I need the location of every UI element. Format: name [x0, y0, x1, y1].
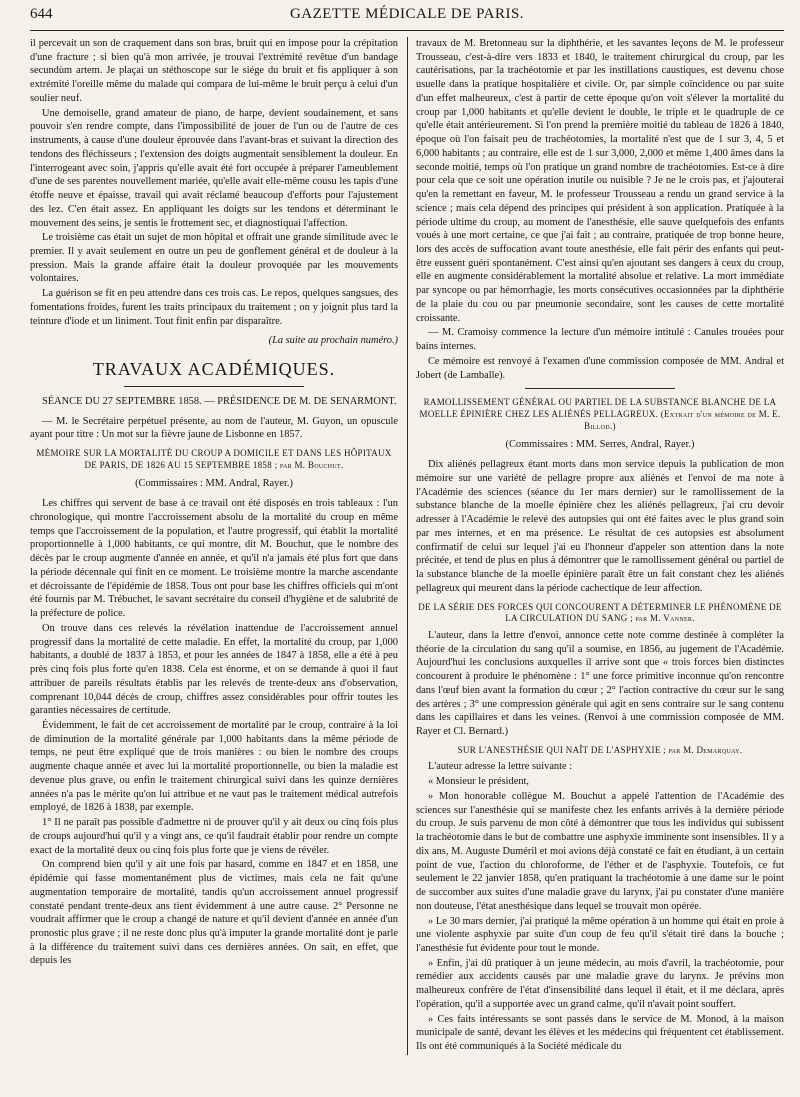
text-columns	[30, 37, 784, 1055]
seance-heading: SÉANCE DU 27 SEPTEMBRE 1858. — PRÉSIDENCE DE M. DE SENARMONT.	[42, 395, 397, 407]
left-paragraph-3: Le troisième cas était un sujet de mon hôpital et offrait une grande similitude avec le premier. Il y avait seulement en outre un peu de gonflement général et de douleur à la pression. Mais la grande affaire était la douleur provoquée par les mouvements volontaires.	[30, 232, 398, 285]
memoir-title-croup: MÉMOIRE SUR LA MORTALITÉ DU CROUP A DOMICILE ET DANS LES HÔPITAUX DE PARIS, DE 1826 AU 15 SEPTEMBRE 1858 ; par M. Bouchut.	[36, 448, 392, 470]
memoir-title-anesthesie: SUR L'ANESTHÉSIE QUI NAÎT DE L'ASPHYXIE ; par M. Demarquay.	[457, 744, 743, 755]
left-paragraph-10: On comprend bien qu'il y ait une fois par hasard, comme en 1847 et en 1858, une épidémie qui fasse momentanément plus de victimes, mais cela ne fait qu'une augmentation temporaire de mortalité, tandis qu'un accroissement annuel progressif constaté pendant trente-deux ans tient évidemment à une autre cause. 2° Personne ne voudrait affirmer que le croup a changé de nature et qu'il devient d'année en année d'un pronostic plus grave ; il ne reste donc plus qu'à imputer la grande mortalité dont je parle à la différence du traitement suivi dans ces dernières années. On sait, en effet, que depuis les	[30, 859, 398, 967]
left-paragraph-7: On trouve dans ces relevés la révélation inattendue de l'accroissement annuel progressif dans la mortalité de cette maladie. En effet, la mortalité du croup, par 1,000 habitants, a doublé de 1837 à 1853, et pour les années de 1847 à 1858, elle a été à peu près cinq fois plus forte qu'en 1838. Cela est énorme, et on se demande à quoi il faut attribuer de pareils résultats établis par les relevés de trente-deux ans d'observation, comprenant 10,044 décès de croup, chiffres assez considérables pour offrir toutes les garanties nécessaires de certitude.	[30, 622, 398, 717]
column-rule	[407, 37, 408, 1055]
left-column	[30, 37, 398, 1055]
commissaires-ramollissement: (Commissaires : MM. Serres, Andral, Rayer.)	[505, 439, 695, 451]
right-column	[416, 37, 784, 1055]
journal-title: GAZETTE MÉDICALE DE PARIS.	[289, 6, 525, 22]
right-paragraph-8: » Mon honorable collègue M. Bouchut a appelé l'attention de l'Académie des sciences sur l'anesthésie qui se manifeste chez les enfants arrivés à la dernière période du croup. Je suis parvenu de mon côté à démontrer que tous les individus qui subissent la trachéotomie dans le but de combattre une asphyxie imminente sont insensibles. Il y a dix ans, M. Auguste Duméril et moi avions déjà constaté ce fait en étudiant, à un certain point de vue, l'action du chloroforme, de l'éther et de l'asphyxie. Toutefois, ce fut seulement le 22 janvier 1858, qu'en pratiquant la trachéotomie à une dame sur le point de succomber aux suites d'une maladie grave du larynx, j'ai pu constater d'une manière non douteuse, l'état anesthésique dans lequel se trouvait mon opérée.	[416, 790, 784, 912]
right-paragraph-5: L'auteur, dans la lettre d'envoi, annonce cette note comme destinée à compléter la théorie de la circulation du sang qu'il a soumise, en 1856, au jugement de l'Académie. Aujourd'hui les conclusions auxquelles il arrive sont que « trois forces bien distinctes concourent à produire le phénomène : 1° une force primitive inconnue qu'on rencontre dans l'œuf bien avant la formation du cœur ; 2° l'action contractive du cœur sur le sang des artères ; 3° une compression générale qui agit en sens contraire sur le sang contenu dans les capillaires et dans les veines. (Renvoi à une commission composée de MM. Rayer et Cl. Bernard.)	[416, 629, 784, 738]
left-paragraph-4: La guérison se fit en peu attendre dans ces trois cas. Le repos, quelques sangsues, des fomentations froides, furent les traits principaux du traitement ; on y joignit plus tard la teinture d'iode et un liniment. Tout finit enfin par disparaître.	[30, 288, 398, 327]
right-paragraph-7: « Monsieur le président,	[428, 776, 529, 788]
left-paragraph-5: — M. le Secrétaire perpétuel présente, au nom de l'auteur, M. Guyon, un opuscule ayant pour titre : Un mot sur la fièvre jaune de Lisbonne en 1857.	[30, 415, 398, 441]
left-paragraph-1: il percevait un son de craquement dans son bras, bruit qui en impose pour la crépitation d'une fracture ; si bien qu'à mon arrivée, je trouvai l'extrémité revêtue d'un bandage secundùm artem. Je plaçai un stéthoscope sur le siége du bruit et fis appliquer à son extrémité l'oreille même du malade qui compara de lui-même le bruit perçu à celui d'un soulier neuf.	[30, 38, 398, 104]
left-paragraph-9: 1° Il ne paraît pas possible d'admettre ni de prouver qu'il y ait deux ou cinq fois plus de croups aujourd'hui qu'il y a vingt ans, ce qu'il faudrait établir pour rendre un compte exact de la mortalité deux ou cinq fois plus forte que je viens de révéler.	[30, 817, 398, 856]
divider-1	[525, 388, 675, 389]
left-paragraph-2: Une demoiselle, grand amateur de piano, de harpe, devient soudainement, et sans pouvoir s'en rendre compte, dans l'impossibilité de jouer de l'un ou de l'autre de ces instruments, à cause d'une douleur éprouvée dans l'avant-bras et suivant la direction des tendons des fléchisseurs ; l'extension des doigts augmentait sensiblement la douleur. En l'interrogeant avec soin, j'appris qu'elle avait été fort occupée à préparer l'ameublement d'une de ses parentes nouvellement mariée, qu'elle avait elle-même cousu les tapis d'une étoffe neuve et épaisse, travail qui avait réclamé beaucoup d'efforts pour l'ajustement des lez. C'en était assez. En appliquant les doigts sur les tendons et déterminant le mouvement des seins, je sentis le frottement sec, et diagnostiquai l'affection.	[30, 107, 398, 229]
right-paragraph-11: » Ces faits intéressants se sont passés dans le service de M. Monod, à la maison municipale de santé, devant les élèves et les médecins qui fréquentent cet établissement. Ils ont été communiqués à la Société médicale du	[416, 1013, 784, 1053]
section-title: TRAVAUX ACADÉMIQUES.	[92, 359, 336, 380]
right-paragraph-2: — M. Cramoisy commence la lecture d'un mémoire intitulé : Canules trouées pour bains internes.	[416, 327, 784, 353]
right-paragraph-6: L'auteur adresse la lettre suivante :	[428, 761, 573, 773]
to-be-continued: (La suite au prochain numéro.)	[268, 335, 398, 347]
section-rule	[124, 386, 304, 387]
page-header	[30, 6, 784, 31]
memoir-title-circulation: DE LA SÉRIE DES FORCES QUI CONCOURENT A DÉTERMINER LE PHÉNOMÈNE DE LA CIRCULATION DU SANG ; par M. Vanner.	[418, 601, 782, 624]
right-paragraph-10: » Enfin, j'ai dû pratiquer à un jeune médecin, au mois d'avril, la trachéotomie, pour remédier aux accidents causés par une maladie grave du larynx. Je prévins mon malheureux confrère de l'état d'insensibilité dans lequel il était, et il me déclara, après l'opération, qu'il a supportée avec un grand calme, qu'il n'avait point souffert.	[416, 957, 784, 1010]
page-number: 644	[30, 6, 53, 22]
memoir-title-ramollissement: RAMOLLISSEMENT GÉNÉRAL OU PARTIEL DE LA SUBSTANCE BLANCHE DE LA MOELLE ÉPINIÈRE CHEZ LES ALIÉNÉS PELLAGREUX. (Extrait d'un mémoire de M. E. Billod.)	[419, 397, 781, 431]
commissaires-croup: (Commissaires : MM. Andral, Rayer.)	[135, 478, 293, 490]
right-paragraph-9: » Le 30 mars dernier, j'ai pratiqué la même opération à un homme qui était en proie à une violente asphyxie par suite d'un coup de feu qu'il s'était tiré dans la bouche ; l'anesthésie fut évidente pour tout le monde.	[416, 915, 784, 954]
right-paragraph-3: Ce mémoire est renvoyé à l'examen d'une commission composée de MM. Andral et Jobert (de Lamballe).	[416, 355, 784, 381]
left-paragraph-8: Évidemment, le fait de cet accroissement de mortalité par le croup, contraire à la loi de diminution de la mortalité générale par 1,000 habitants dans la même période de temps, ne peut être expliqué que de trois manières : ou bien le nombre des croups augmente chaque année et avec lui la mortalité proportionnelle, ou bien la maladie est devenue plus grave, ou enfin le traitement chirurgical suivi dans les quinze dernières années n'a pas le mérite qu'on lui attribue et ne vaut pas le traitement médical autrefois employé, de 1826 à 1838, par exemple.	[30, 719, 398, 814]
left-paragraph-6: Les chiffres qui servent de base à ce travail ont été disposés en trois tableaux : l'un chronologique, qui montre l'accroissement absolu de la mortalité du croup en même temps que l'accroissement de la population, et l'autre progressif, qui établit la mortalité proportionnelle à 1,000 habitants, ce qui montre, dit M. Bouchut, que le nombre des décès par le croup augmente d'année en année, et qu'il n'a jamais été plus fort que dans la période décennale qui finit en ce moment. Le troisième montre la marche ascendante et décroissante de l'épidémie de 1858. Tous ont pour base les chiffres officiels qui m'ont été fournis par M. Trébuchet, le savant secrétaire du conseil d'hygiène et de salubrité de la préfecture de police.	[30, 498, 398, 620]
right-paragraph-1: travaux de M. Bretonneau sur la diphthérie, et les savantes leçons de M. le professeur Trousseau, c'est-à-dire vers 1833 et 1840, le traitement chirurgical du croup, par les cautérisations, par la trachéotomie et par les instillations caustiques, est devenu chose usuelle dans la pratique hospitalière et civile. Or, par simple coïncidence ou par suite d'un effet malheureux, c'est à partir de cette époque qu'on voit s'élever la mortalité du croup par 1,000 habitants et qu'elle devient le double, le triple et le quadruple de ce qu'elle était antérieurement. Si l'on prend la première moitié du tableau de 1826 à 1840, époque où l'on faisait peu de trachéotomies, la mortalité n'est que de 1 sur 3, 4, 5 et 6,000 habitants ; au contraire, elle est de 1 sur 3,000, 2,000 et même 1,400 âmes dans la seconde moitié, temps où l'on pratique un grand nombre de trachéotomies. Est-ce à dire pour cela que ce soit une opération inutile ou nuisible ? Je ne le crois pas, et j'ajouterai qu'en la remettant en faveur, M. le professeur Trousseau a rendu un grand service à la science ; mais cela dépend des principes qui président à son application. Pratiquée à la période ultime du croup, au moment de l'anesthésie, elle sauve quelquefois des enfants voués à une mort certaine, ce que j'ai fait ; au contraire, pratiquée de trop bonne heure, lors des accès de suffocation avant toute anesthésie, elle fait périr des enfants qui peut-être eussent guéri spontanément. C'est ainsi qu'en ajoutant ses dangers à ceux du croup, elle en augmente considérablement la mortalité absolue et relative. La mort immédiate par syncope ou par hémorrhagie, les morts consécutives occasionnées par la diphthérie de la plaie du cou ou par pneumonie secondaire, sont les causes de cette mortalité croissante.	[416, 38, 784, 324]
right-paragraph-4: Dix aliénés pellagreux étant morts dans mon service depuis la publication de mon mémoire sur une variété de pellagre propre aux aliénés et l'envoi de ma note à l'Académie des sciences (séance du 1er mars dernier) sur le ramollissement de la substance blanche de la moelle épinière chez les aliénés pellagreux, j'ai cru devoir adresser à l'Académie le relevé des autopsies qui ont été faites avec le plus grand soin par mes internes, et en ma présence. Le résultat de ces autopsies est absolument confirmatif de celui sur lequel j'ai eu l'honneur d'appeler son attention dans la note précitée, et tend de plus en plus à démontrer que le ramollissement général ou partiel de la substance blanche de la moelle épinière paraît être un fait constant chez les aliénés pellagreux qui meurent dans la période cachectique de leur affection.	[416, 459, 784, 594]
